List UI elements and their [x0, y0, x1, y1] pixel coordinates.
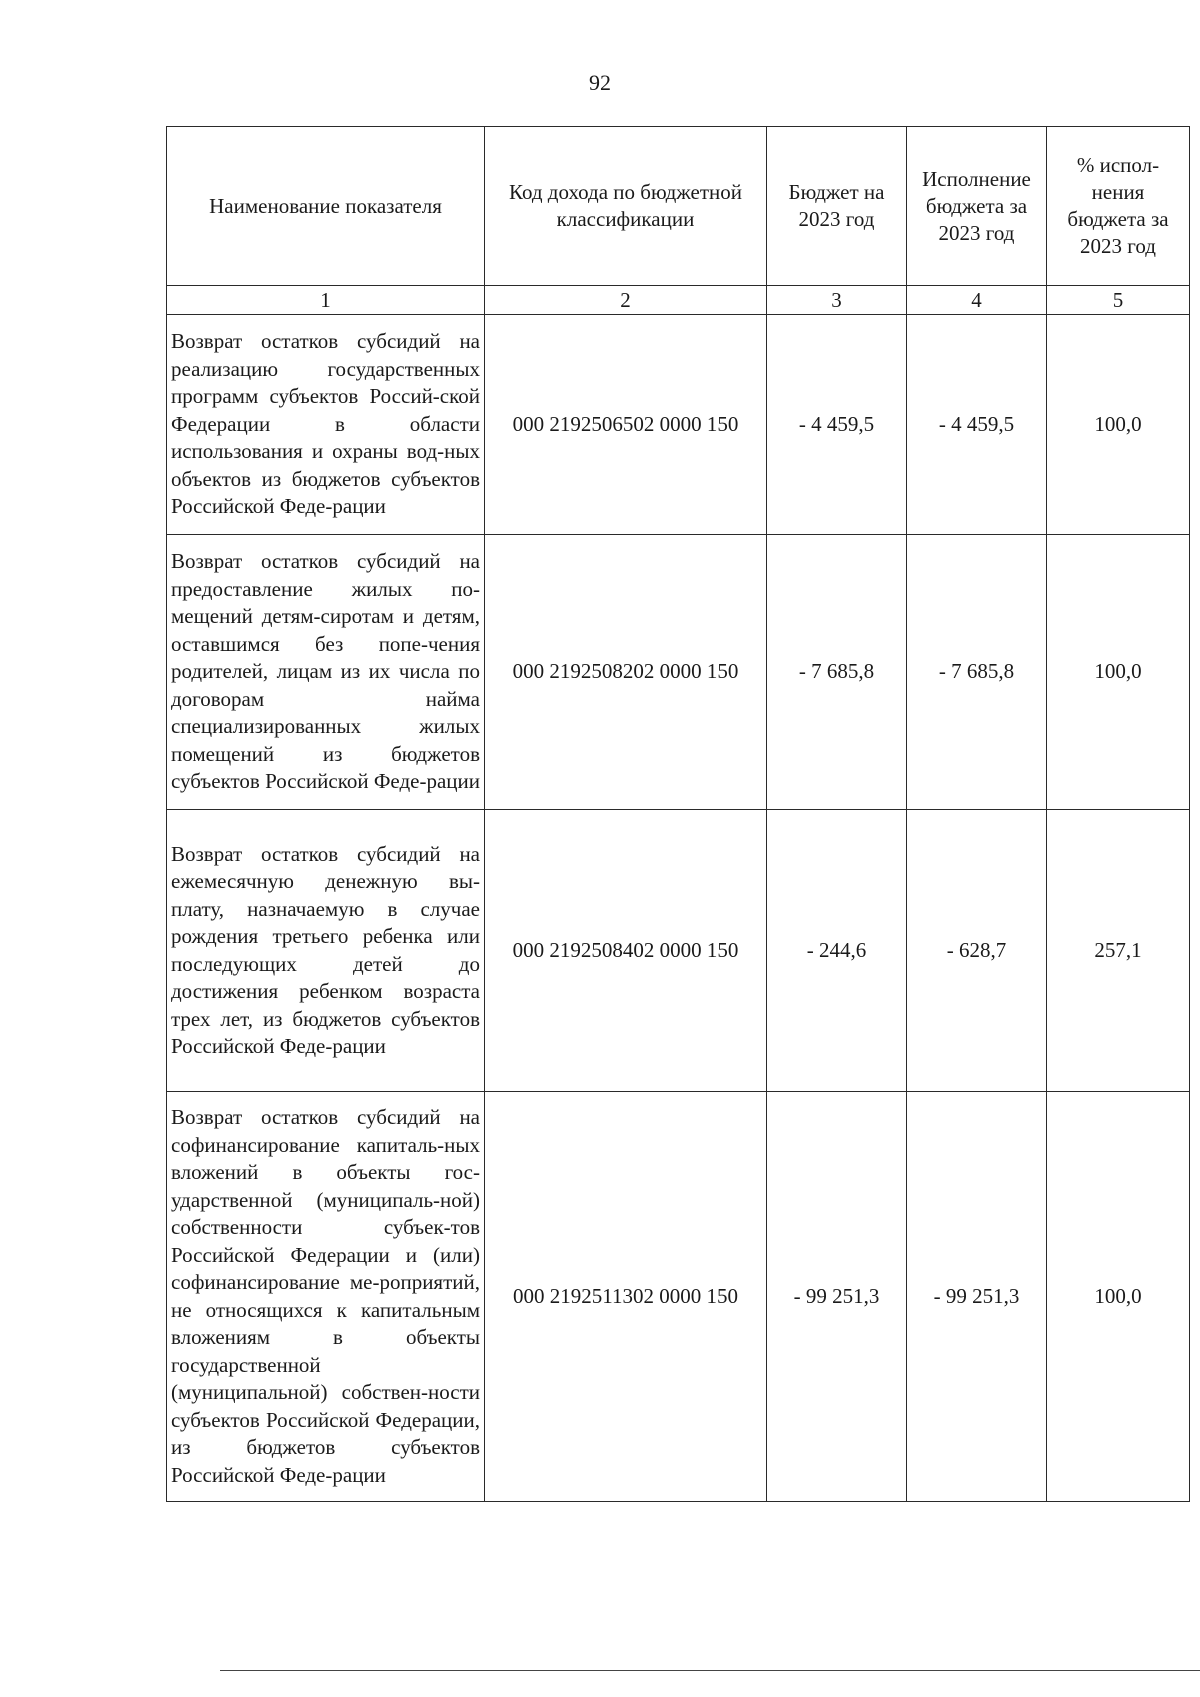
column-number: 1 — [167, 286, 485, 315]
execution-value: - 7 685,8 — [907, 535, 1047, 810]
execution-value: - 628,7 — [907, 810, 1047, 1092]
budget-execution-table — [166, 126, 1190, 1502]
column-number: 2 — [485, 286, 767, 315]
header-indicator-name: Наименование показателя — [167, 127, 485, 286]
budget-value: - 244,6 — [767, 810, 907, 1092]
income-code: 000 2192508202 0000 150 — [485, 535, 767, 810]
indicator-name: Возврат остатков субсидий на реализацию государственных программ субъектов Россий-ской Федерации в области использования и охраны вод-ных объектов из бюджетов субъектов Российской Феде-рации — [167, 315, 485, 535]
indicator-name: Возврат остатков субсидий на предоставление жилых по-мещений детям-сиротам и детям, оставшимся без попе-чения родителей, лицам из их числа по договорам найма специализированных жилых помещений из бюджетов субъектов Российской Феде-рации — [167, 535, 485, 810]
header-execution-percent: % испол-нения бюджета за 2023 год — [1047, 127, 1190, 286]
column-number-row — [167, 286, 1190, 315]
table-row — [167, 1092, 1190, 1502]
bottom-rule — [220, 1670, 1200, 1671]
budget-value: - 7 685,8 — [767, 535, 907, 810]
table-row — [167, 810, 1190, 1092]
header-execution-2023: Исполнение бюджета за 2023 год — [907, 127, 1047, 286]
budget-value: - 99 251,3 — [767, 1092, 907, 1502]
execution-percent: 257,1 — [1047, 810, 1190, 1092]
indicator-name: Возврат остатков субсидий на софинансирование капиталь-ных вложений в объекты гос-ударственной (муниципаль-ной) собственности субъек-тов Российской Федерации и (или) софинансирование ме-роприятий, не относящихся к капитальным вложениям в объекты государственной (муниципальной) собствен-ности субъектов Российской Федерации, из бюджетов субъектов Российской Феде-рации — [167, 1092, 485, 1502]
column-number: 4 — [907, 286, 1047, 315]
execution-value: - 99 251,3 — [907, 1092, 1047, 1502]
execution-percent: 100,0 — [1047, 315, 1190, 535]
table-row — [167, 315, 1190, 535]
column-number: 3 — [767, 286, 907, 315]
header-income-code: Код дохода по бюджетной классификации — [485, 127, 767, 286]
indicator-name: Возврат остатков субсидий на ежемесячную денежную вы-плату, назначаемую в случае рождения третьего ребенка или последующих детей до достижения ребенком возраста трех лет, из бюджетов субъектов Российской Феде-рации — [167, 810, 485, 1092]
column-number: 5 — [1047, 286, 1190, 315]
income-code: 000 2192511302 0000 150 — [485, 1092, 767, 1502]
income-code: 000 2192508402 0000 150 — [485, 810, 767, 1092]
table-row — [167, 535, 1190, 810]
income-code: 000 2192506502 0000 150 — [485, 315, 767, 535]
execution-value: - 4 459,5 — [907, 315, 1047, 535]
header-budget-2023: Бюджет на 2023 год — [767, 127, 907, 286]
execution-percent: 100,0 — [1047, 1092, 1190, 1502]
table-header-row — [167, 127, 1190, 286]
budget-value: - 4 459,5 — [767, 315, 907, 535]
execution-percent: 100,0 — [1047, 535, 1190, 810]
page-number: 92 — [589, 70, 611, 95]
